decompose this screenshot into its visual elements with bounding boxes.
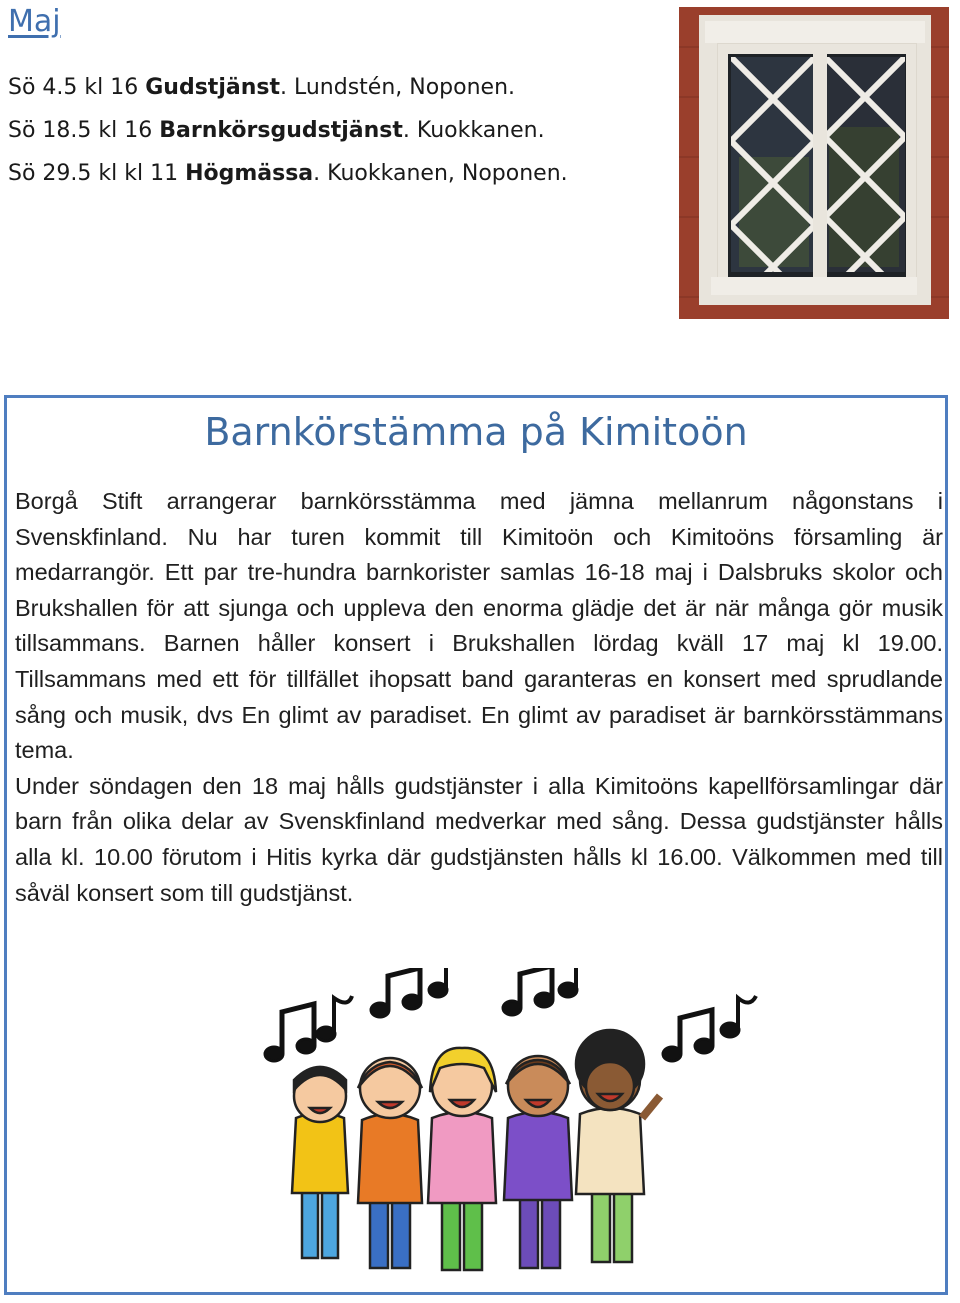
singing-children-illustration (262, 968, 762, 1288)
event-item: Sö 18.5 kl 16 Barnkörsgudstjänst. Kuokkanen. (8, 118, 545, 143)
music-notes-icon (265, 968, 756, 1061)
article-paragraph: Under söndagen den 18 maj hålls gudstjänster i alla Kimitoöns kapellförsamlingar där barn från olika delar av Svenskfinland medverkar med sång. Dessa gudstjänster hålls alla kl. 10.00 förutom i Hitis kyrka där gudstjänsten hålls kl 16.00. Välkommen med till såväl konsert som till gudstjänst. (15, 772, 943, 906)
month-heading: Maj (8, 4, 61, 39)
event-list (8, 66, 568, 195)
child-figure (576, 1030, 660, 1262)
article-box (4, 395, 948, 1295)
article-body (15, 484, 943, 911)
article-title: Barnkörstämma på Kimitoön (204, 410, 748, 454)
church-window-photo (679, 7, 949, 319)
child-figure (428, 1048, 496, 1270)
article-paragraph: Borgå Stift arrangerar barnkörsstämma med jämna mellanrum någonstans i Svenskfinland. Nu har turen kommit till Kimitoön och Kimitoöns församling är medarrangör. Ett par tre-hundra barnkorister samlas 16-18 maj i Dalsbruks skolor och Brukshallen för att sjunga och uppleva den enorma glädje det är när många gör musik tillsammans. Barnen håller konsert i Brukshallen lördag kväll 17 maj kl 19.00. Tillsammans med ett för tillfället ihopsatt band garanteras en konsert med sprudlande sång och musik, dvs En glimt av paradiset. En glimt av paradiset är barnkörsstämmans tema. (15, 488, 943, 764)
event-item: Sö 4.5 kl 16 Gudstjänst. Lundstén, Noponen. (8, 75, 516, 100)
child-figure (504, 1056, 572, 1268)
child-figure (358, 1058, 422, 1268)
child-figure (292, 1067, 348, 1258)
event-item: Sö 29.5 kl kl 11 Högmässa. Kuokkanen, Noponen. (8, 161, 568, 186)
